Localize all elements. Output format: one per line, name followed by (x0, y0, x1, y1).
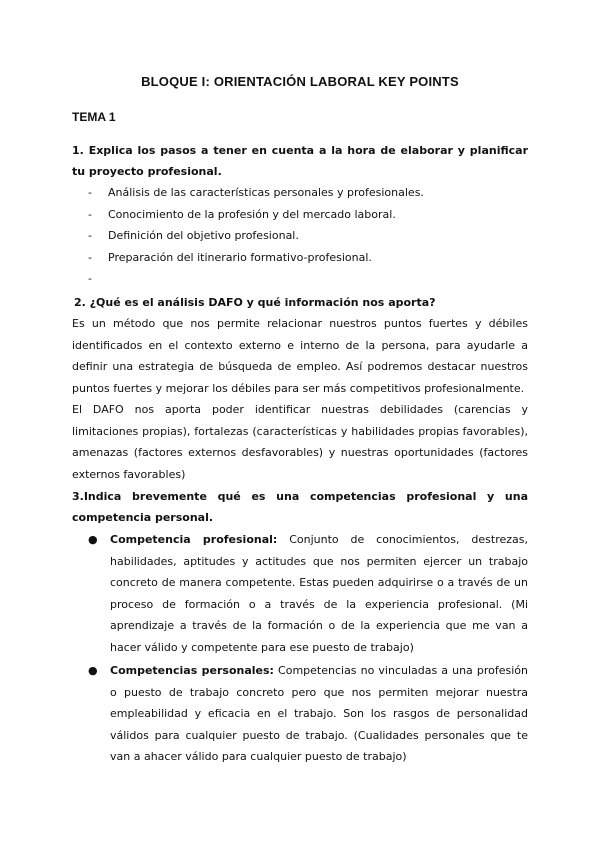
list-item (88, 247, 424, 269)
dash-marker: - (88, 250, 92, 264)
paragraph: El DAFO nos aporta poder identificar nuestras debilidades (carencias y limitaciones propias), fortalezas (características y habilidades propias favorables), amenazas (factores externos desfavorables) y nuestras oportunidades (factores externos favorables) (72, 403, 528, 481)
list-item-text: Definición del objetivo profesional. (108, 229, 299, 242)
list-item-text: Análisis de las características personales y profesionales. (108, 186, 424, 199)
question-3: 3.Indica brevemente qué es una competencias profesional y una competencia personal. (72, 490, 528, 524)
bullet-icon: ● (88, 664, 98, 677)
dash-marker: - (88, 186, 92, 199)
list-item (88, 204, 424, 226)
paragraph: Es un método que nos permite relacionar nuestros puntos fuertes y débiles identificados en el contexto externo e interno de la persona, para ayudarle a definir una estrategia de búsqueda de empleo. Así podremos destacar nuestros puntos fuertes y mejorar los débiles para ser más competitivos profesionalmente. (72, 317, 528, 395)
question-1: 1. Explica los pasos a tener en cuenta a la hora de elaborar y planificar tu proyecto profesional. (72, 144, 528, 178)
list-item (88, 529, 528, 658)
document-title: BLOQUE I: ORIENTACIÓN LABORAL KEY POINTS (141, 74, 459, 89)
definition: Conjunto de conocimientos, destrezas, habilidades, aptitudes y actitudes que nos permiten ejercer un trabajo concreto de manera competente. Estas pueden adquirirse o a través de un proceso de formación o a través de la experiencia profesional. (Mi aprendizaje a través de la formación o de la experiencia que me van a hacer válido y competente para ese puesto de trabajo) (110, 533, 528, 654)
term: Competencia profesional: (110, 533, 278, 546)
bullet-icon: ● (88, 533, 98, 546)
list-item (88, 268, 424, 290)
term: Competencias personales: (110, 664, 274, 677)
dash-marker: - (88, 229, 92, 242)
list-item-text: Preparación del itinerario formativo-profesional. (108, 250, 372, 264)
list-item (88, 225, 424, 247)
list-item (88, 182, 424, 204)
question-2: 2. ¿Qué es el análisis DAFO y qué información nos aporta? (74, 296, 436, 309)
dash-marker: - (88, 272, 92, 285)
list-item-text: Conocimiento de la profesión y del mercado laboral. (108, 207, 396, 221)
list-item (88, 660, 528, 768)
dash-marker: - (88, 207, 92, 221)
competencias-list (88, 529, 528, 768)
section-heading: TEMA 1 (72, 110, 116, 124)
steps-list (88, 182, 424, 290)
definition: Competencias no vinculadas a una profesión o puesto de trabajo concreto pero que nos permiten mejorar nuestra empleabilidad y eficacia en el trabajo. Son los rasgos de personalidad válidos para cualquier puesto de trabajo. (Cualidades personales que te van a ahacer válido para cualquier puesto de trabajo) (110, 664, 528, 763)
